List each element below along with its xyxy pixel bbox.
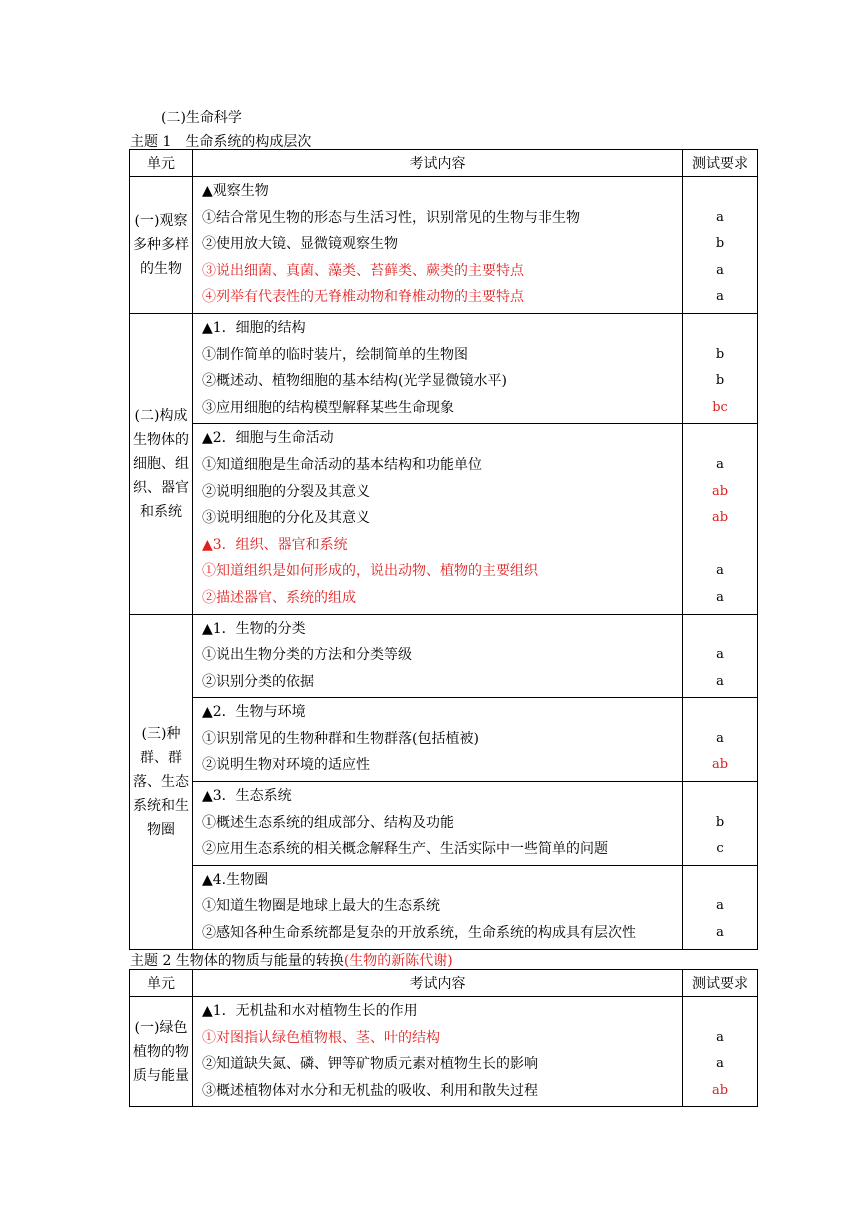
requirement-value — [683, 616, 757, 643]
header-unit: 单元 — [130, 970, 193, 997]
content-item: ②识别分类的依据 — [202, 673, 314, 690]
content-heading: ▲3．组织、器官和系统 — [202, 536, 348, 553]
header-content: 考试内容 — [193, 970, 683, 997]
content-item: ③说出细菌、真菌、藻类、苔藓类、蕨类的主要特点 — [202, 262, 524, 279]
content-item: ③概述植物体对水分和无机盐的吸收、利用和散失过程 — [202, 1082, 538, 1099]
requirement-value: b — [715, 236, 725, 252]
content-heading: ▲4.生物圈 — [202, 871, 269, 888]
content-heading: ▲1．生物的分类 — [202, 620, 306, 637]
content-item: ②感知各种生命系统都是复杂的开放系统，生命系统的构成具有层次性 — [202, 925, 636, 942]
topic2-title-text: 主题 2 生物体的物质与能量的转换 — [130, 953, 344, 969]
content-item: ①对图指认绿色植物根、茎、叶的结构 — [202, 1029, 440, 1046]
requirement-cell — [683, 782, 758, 866]
requirement-value: ab — [711, 483, 729, 499]
unit-label: (一)观察多种多样的生物 — [130, 177, 193, 314]
table-row — [130, 177, 758, 314]
content-item: ③说明细胞的分化及其意义 — [202, 510, 370, 527]
requirement-cell — [683, 424, 758, 614]
content-cell — [193, 424, 683, 614]
table-row — [130, 997, 758, 1107]
requirement-cell — [683, 177, 758, 314]
section-title: (二)生命科学 — [161, 110, 242, 126]
requirement-value: ab — [711, 757, 729, 773]
requirement-value: a — [716, 563, 724, 579]
requirement-value — [683, 998, 757, 1025]
requirement-value: b — [715, 373, 725, 389]
content-item: ①知道生物圈是地球上最大的生态系统 — [202, 898, 440, 915]
content-heading: ▲1．细胞的结构 — [202, 319, 306, 336]
topic1-table — [129, 149, 758, 950]
requirement-value: b — [715, 814, 725, 830]
content-cell — [193, 313, 683, 423]
topic1-title — [130, 131, 311, 151]
table-row — [130, 865, 758, 949]
table-row — [130, 698, 758, 782]
header-unit: 单元 — [130, 150, 193, 177]
table-header-row — [130, 970, 758, 997]
table-row — [130, 614, 758, 698]
content-item: ①制作简单的临时装片，绘制简单的生物图 — [202, 346, 468, 363]
content-cell — [193, 614, 683, 698]
content-cell — [193, 865, 683, 949]
requirement-cell — [683, 698, 758, 782]
requirement-value: a — [716, 456, 724, 472]
content-item: ①知道细胞是生命活动的基本结构和功能单位 — [202, 456, 482, 473]
topic2-title — [130, 950, 453, 970]
requirement-value: a — [716, 673, 724, 689]
table-row — [130, 782, 758, 866]
requirement-value — [683, 532, 757, 559]
requirement-cell — [683, 614, 758, 698]
requirement-value — [683, 699, 757, 726]
requirement-value: a — [716, 647, 724, 663]
requirement-value: bc — [712, 399, 728, 415]
content-item: ①说出生物分类的方法和分类等级 — [202, 647, 412, 664]
topic2-table — [129, 969, 758, 1107]
content-cell — [193, 177, 683, 314]
requirement-value: a — [716, 730, 724, 746]
content-cell — [193, 782, 683, 866]
topic2-title-note: (生物的新陈代谢) — [343, 953, 453, 969]
requirement-value: a — [716, 1056, 724, 1072]
requirement-cell — [683, 313, 758, 423]
content-heading: ▲1．无机盐和水对植物生长的作用 — [202, 1003, 418, 1019]
requirement-value: b — [715, 346, 725, 362]
table-row — [130, 313, 758, 423]
table-row — [130, 424, 758, 614]
content-item: ①知道组织是如何形成的，说出动物、植物的主要组织 — [202, 563, 538, 580]
requirement-value: a — [716, 925, 724, 941]
requirement-value: ab — [711, 510, 729, 526]
content-item: ②应用生态系统的相关概念解释生产、生活实际中一些简单的问题 — [202, 841, 608, 858]
content-cell — [193, 997, 683, 1107]
content-item: ②概述动、植物细胞的基本结构(光学显微镜水平) — [202, 373, 507, 390]
content-heading: ▲3．生态系统 — [202, 788, 292, 805]
requirement-value — [683, 783, 757, 810]
requirement-value: a — [716, 898, 724, 914]
requirement-value: a — [716, 589, 724, 605]
content-item: ④列举有代表性的无脊椎动物和脊椎动物的主要特点 — [202, 289, 524, 306]
requirement-cell — [683, 997, 758, 1107]
content-heading: ▲2．细胞与生命活动 — [202, 430, 334, 447]
content-item: ②描述器官、系统的组成 — [202, 589, 356, 606]
content-item: ①识别常见的生物种群和生物群落(包括植被) — [202, 730, 479, 747]
requirement-value: a — [716, 262, 724, 278]
requirement-value: a — [716, 289, 724, 305]
content-item: ③应用细胞的结构模型解释某些生命现象 — [202, 399, 454, 416]
requirement-value — [683, 867, 757, 894]
content-cell — [193, 698, 683, 782]
content-item: ②知道缺失氮、磷、钾等矿物质元素对植物生长的影响 — [202, 1056, 538, 1073]
content-item: ②说明细胞的分裂及其意义 — [202, 483, 370, 500]
content-item: ②说明生物对环境的适应性 — [202, 757, 370, 774]
header-content: 考试内容 — [193, 150, 683, 177]
content-item: ①概述生态系统的组成部分、结构及功能 — [202, 814, 454, 831]
content-item: ②使用放大镜、显微镜观察生物 — [202, 236, 398, 253]
header-requirement: 测试要求 — [683, 150, 758, 177]
requirement-value: ab — [711, 1082, 729, 1098]
content-item: ①结合常见生物的形态与生活习性，识别常见的生物与非生物 — [202, 209, 580, 226]
requirement-cell — [683, 865, 758, 949]
requirement-value — [683, 425, 757, 452]
requirement-value: a — [716, 1029, 724, 1045]
unit-label: (三)种群、群落、生态系统和生物圈 — [130, 614, 193, 949]
header-requirement: 测试要求 — [683, 970, 758, 997]
content-heading: ▲观察生物 — [202, 183, 269, 199]
unit-label: (二)构成生物体的细胞、组织、器官和系统 — [130, 313, 193, 614]
requirement-value: c — [716, 841, 724, 857]
unit-label: (一)绿色植物的物质与能量 — [130, 997, 193, 1107]
requirement-value — [683, 315, 757, 342]
topic1-title-text: 主题 1 生命系统的构成层次 — [130, 134, 312, 150]
requirement-value — [683, 178, 757, 205]
table-header-row — [130, 150, 758, 177]
content-heading: ▲2．生物与环境 — [202, 704, 306, 721]
requirement-value: a — [716, 209, 724, 225]
